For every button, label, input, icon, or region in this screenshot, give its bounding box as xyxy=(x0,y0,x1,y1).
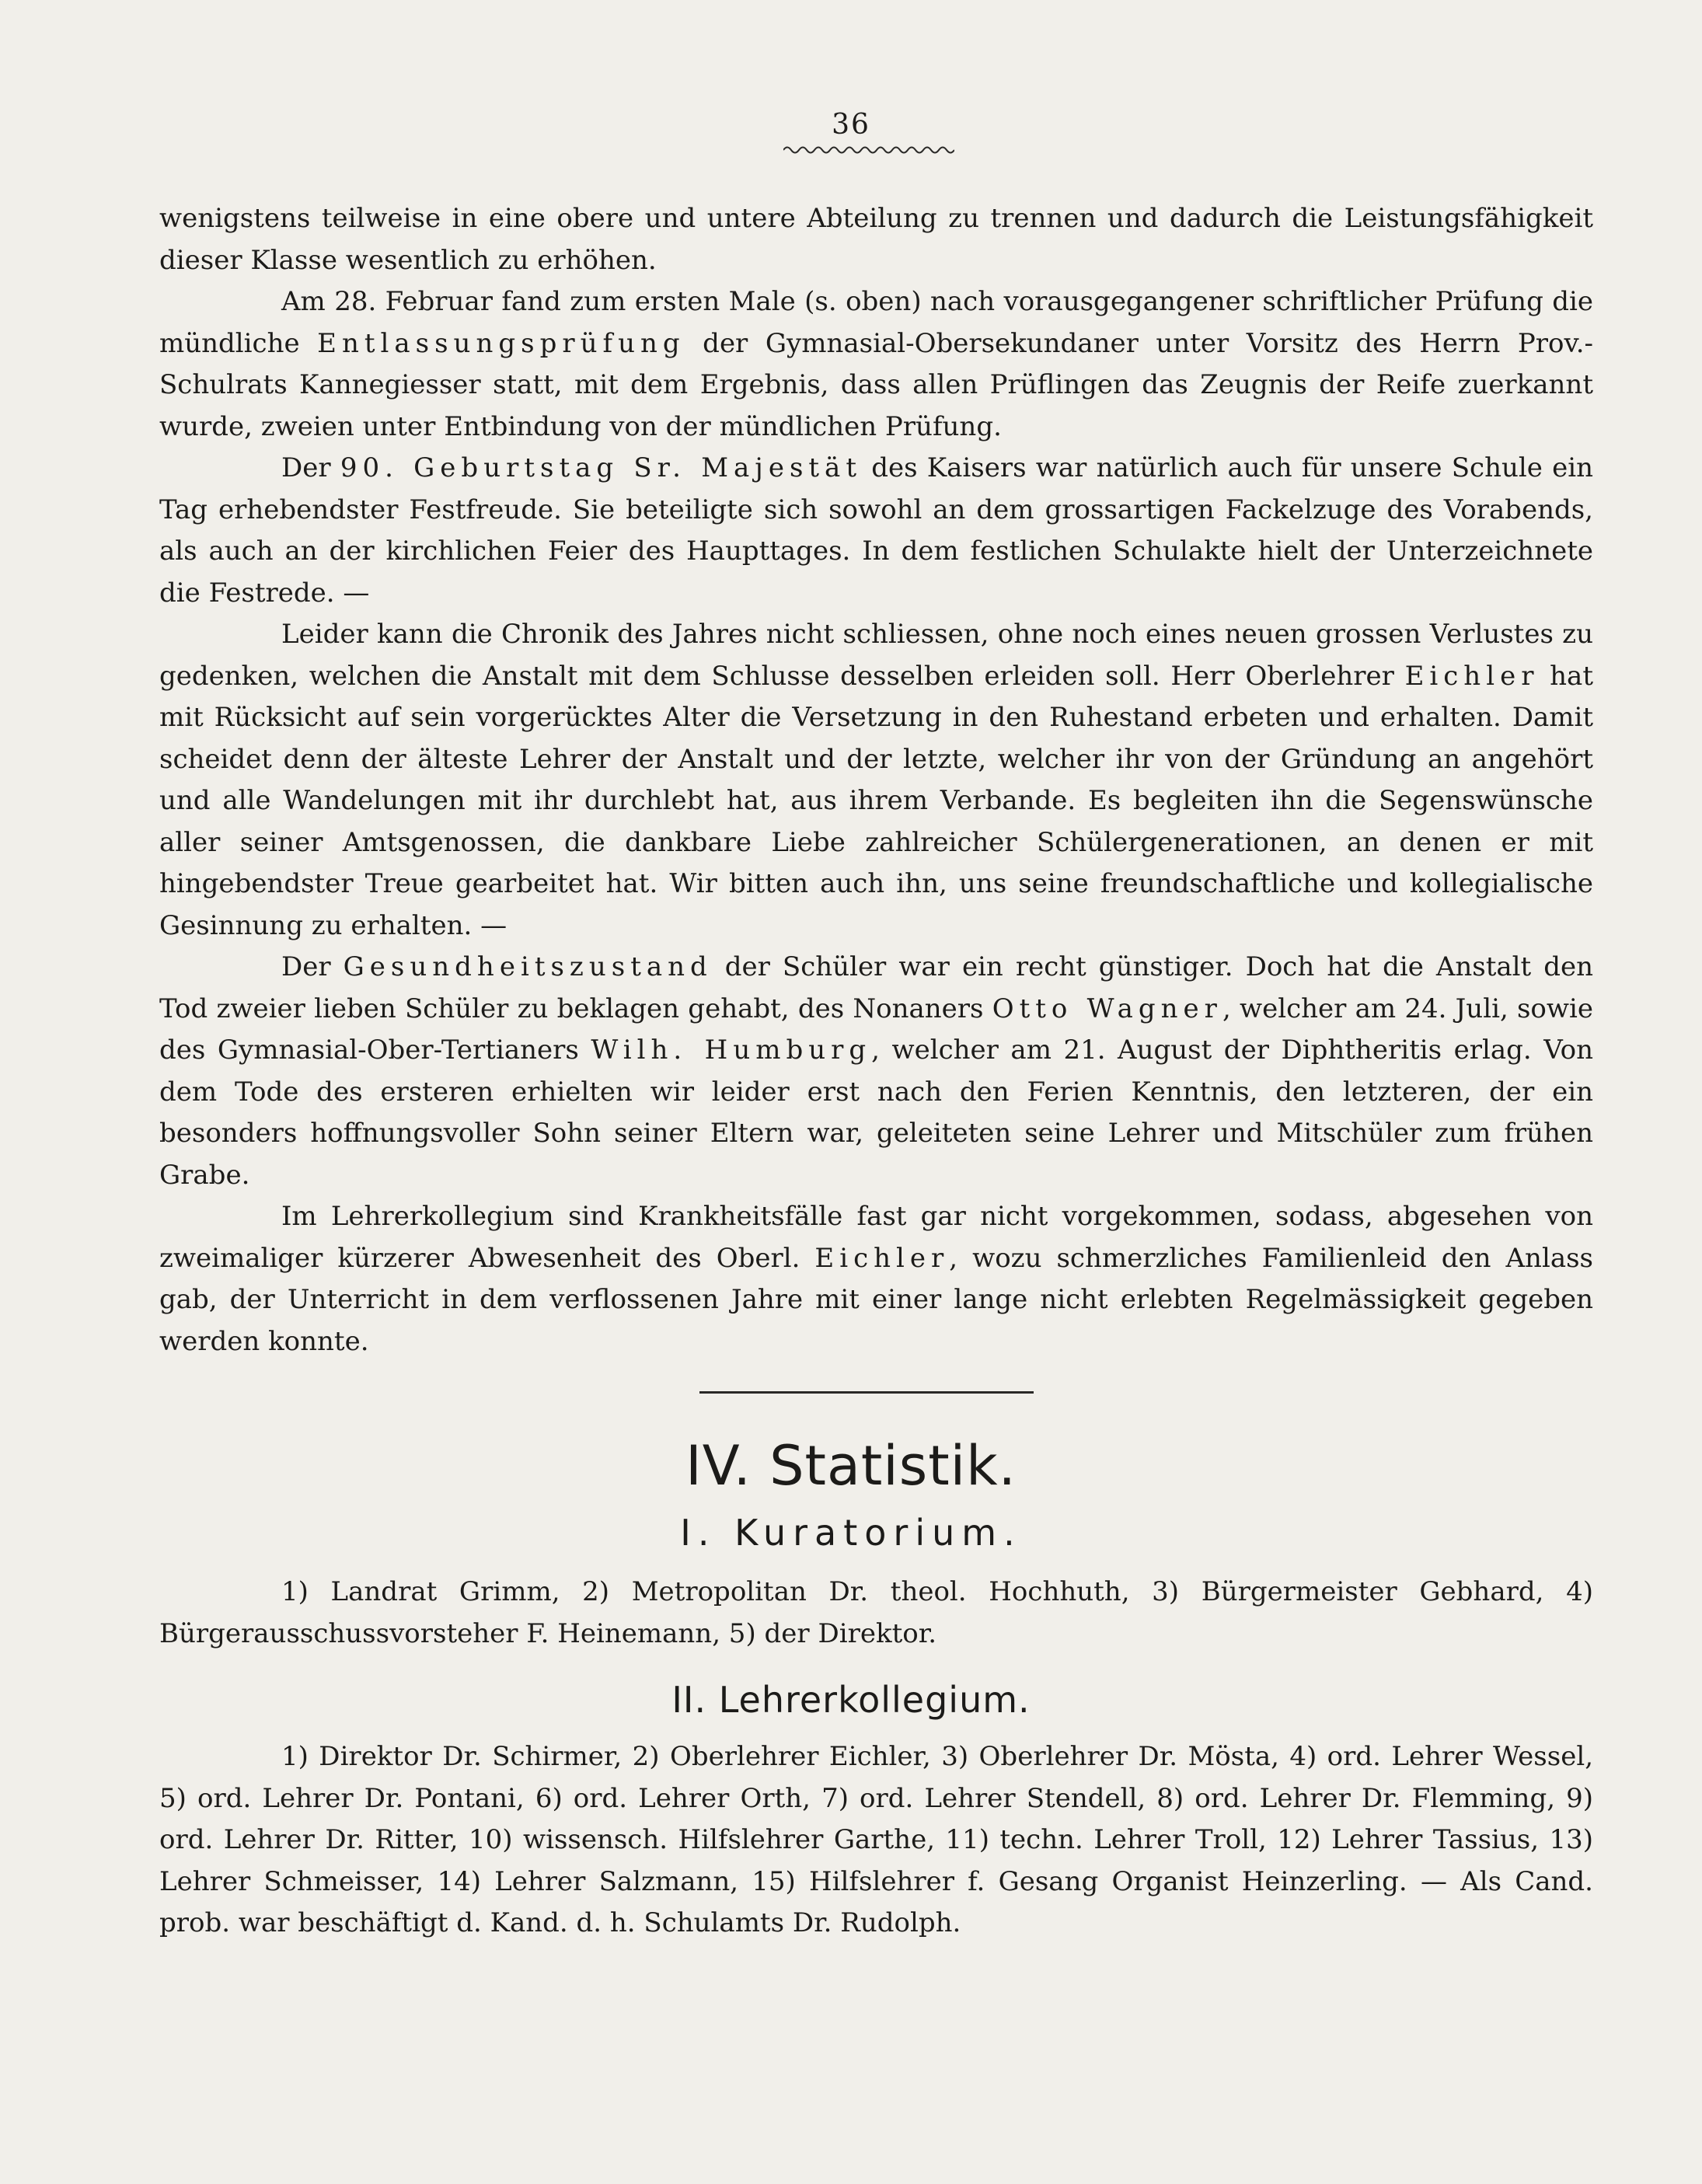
text-run: Der xyxy=(281,452,340,483)
emphasis-text: 90. Geburtstag Sr. Majestät xyxy=(340,452,862,483)
section-title: IV. Statistik. xyxy=(685,1434,1017,1498)
text-run: der Schüler war ein recht günstiger. Doch hat die Anstalt den Tod zweier lieben Schüler zu beklagen gehabt, des Nonaners xyxy=(159,951,1593,1024)
text-run: Der xyxy=(281,951,344,982)
paragraph-p2 xyxy=(159,281,1593,448)
kuratorium-members: 1) Landrat Grimm, 2) Metropolitan Dr. theol. Hochhuth, 3) Bürgermeister Gebhard, 4) Bürgerausschussvorsteher F. Heinemann, 5) der Direktor. xyxy=(159,1576,1593,1649)
emphasis-text: Eichler xyxy=(1404,660,1540,692)
text-run: des Kaisers war natürlich auch für unsere Schule ein Tag erhebendster Festfreude. Sie beteiligte sich sowohl an dem grossartigen Fackelzuge des Vorabends, als auch an der kirchlichen Feier des Haupttages. In dem festlichen Schulakte hielt der Unterzeichnete die Festrede. — xyxy=(159,452,1593,609)
text-run: der Gymnasial-Obersekundaner unter Vorsitz des Herrn Prov.-Schulrats Kannegiesser statt, mit dem Ergebnis, dass allen Prüflingen das Zeugnis der Reife zuerkannt wurde, zweien unter Entbindung von der mündlichen Prüfung. xyxy=(159,327,1593,442)
text-run: , wozu schmerzliches Familienleid den Anlass gab, der Unterricht in dem verflossenen Jahre mit einer lange nicht erlebten Regelmässigkeit gegeben werden konnte. xyxy=(159,1242,1593,1357)
text-run: Leider kann die Chronik des Jahres nicht schliessen, ohne noch eines neuen grossen Verlustes zu gedenken, welchen die Anstalt mit dem Schlusse desselben erleiden soll. Herr Oberlehrer xyxy=(159,619,1593,692)
lehrerkollegium-heading: II. Lehrerkollegium. xyxy=(671,1679,1031,1721)
kuratorium-list xyxy=(159,1572,1593,1655)
text-run: hat mit Rücksicht auf sein vorgerücktes Alter die Versetzung in den Ruhestand erbeten und erhalten. Damit scheidet denn der älteste Lehrer der Anstalt und der letzte, welcher ihr von der Gründung an angehört und alle Wandelungen mit ihr durchlebt hat, aus ihrem Verbande. Es begleiten ihn die Segenswünsche aller seiner Amtsgenossen, die dankbare Liebe zahlreicher Schülergenerationen, an denen er mit hingebendster Treue gearbeitet hat. Wir bitten auch ihn, uns seine freundschaftliche und kollegialische Gesinnung zu erhalten. — xyxy=(159,660,1593,941)
ornament-rule xyxy=(783,145,954,155)
paragraph-p3 xyxy=(159,448,1593,614)
chronicle-text xyxy=(159,198,1593,1362)
paragraph-p5 xyxy=(159,947,1593,1196)
text-run: wenigstens teilweise in eine obere und untere Abteilung zu trennen und dadurch die Leistungsfähigkeit dieser Klasse wesentlich zu erhöhen. xyxy=(159,203,1593,276)
emphasis-text: Eichler xyxy=(814,1242,950,1274)
text-run: Am 28. Februar fand zum ersten Male (s. oben) nach vorausgegangener schriftlicher Prüfung die mündliche xyxy=(159,286,1593,359)
section-divider xyxy=(699,1391,1034,1394)
text-run: Im Lehrerkollegium sind Krankheitsfälle fast gar nicht vorgekommen, sodass, abgesehen von zweimaliger kürzerer Abwesenheit des Oberl. xyxy=(159,1201,1593,1274)
emphasis-text: Wilh. Humburg xyxy=(591,1034,872,1066)
text-run: , welcher am 21. August der Diphtheritis erlag. Von dem Tode des ersteren erhielten wir leider erst nach den Ferien Kenntnis, den letzteren, der ein besonders hoffnungsvoller Sohn seiner Eltern war, geleiteten seine Lehrer und Mitschüler zum frühen Grabe. xyxy=(159,1034,1594,1191)
emphasis-text: Gesundheitszustand xyxy=(343,951,713,982)
paragraph-p6 xyxy=(159,1196,1593,1362)
lehrerkollegium-list xyxy=(159,1736,1593,1945)
text-run: , welcher am 24. Juli, sowie des Gymnasial-Ober-Tertianers xyxy=(159,993,1593,1066)
emphasis-text: Entlassungsprüfung xyxy=(317,327,685,359)
page-number: 36 xyxy=(832,109,870,141)
emphasis-text: Otto Wagner xyxy=(992,993,1222,1024)
paragraph-p4 xyxy=(159,614,1593,947)
lehrerkollegium-members: 1) Direktor Dr. Schirmer, 2) Oberlehrer Eichler, 3) Oberlehrer Dr. Mösta, 4) ord. Lehrer Wessel, 5) ord. Lehrer Dr. Pontani, 6) ord. Lehrer Orth, 7) ord. Lehrer Stendell, 8) ord. Lehrer Dr. Flemming, 9) ord. Lehrer Dr. Ritter, 10) wissensch. Hilfslehrer Garthe, 11) techn. Lehrer Troll, 12) Lehrer Tassius, 13) Lehrer Schmeisser, 14) Lehrer Salzmann, 15) Hilfslehrer f. Gesang Organist Heinzerling. — Als Cand. prob. war beschäftigt d. Kand. d. h. Schulamts Dr. Rudolph. xyxy=(159,1741,1593,1938)
paragraph-p1 xyxy=(159,198,1593,281)
kuratorium-heading: I. Kuratorium. xyxy=(680,1512,1022,1554)
